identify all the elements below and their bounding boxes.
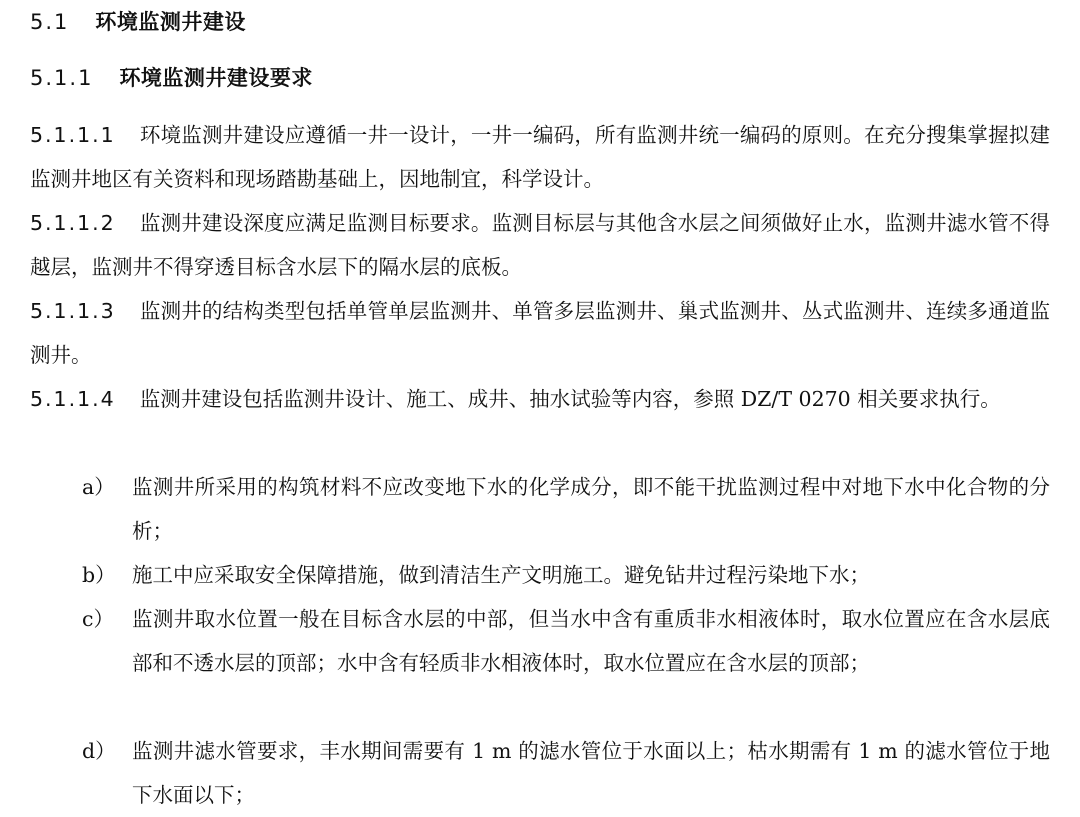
list-item-text: 监测井所采用的构筑材料不应改变地下水的化学成分，即不能干扰监测过程中对地下水中化合物的分析； xyxy=(132,475,1050,543)
clause-paragraph xyxy=(30,289,1050,377)
subsection-heading xyxy=(30,62,313,92)
clause-paragraph xyxy=(30,377,1050,421)
subsection-number: 5.1.1 xyxy=(30,66,94,90)
clause-number: 5.1.1.4 xyxy=(30,387,116,411)
list-marker: c） xyxy=(82,607,114,631)
clause-text: 监测井建设深度应满足监测目标要求。监测目标层与其他含水层之间须做好止水，监测井滤水管不得越层，监测井不得穿透目标含水层下的隔水层的底板。 xyxy=(30,211,1050,279)
list-marker: b） xyxy=(82,563,116,587)
list-item-text: 监测井滤水管要求，丰水期间需要有 1 m 的滤水管位于水面以上；枯水期需有 1 m 的滤水管位于地下水面以下； xyxy=(132,739,1050,807)
section-heading xyxy=(30,6,246,36)
list-item-text: 施工中应采取安全保障措施，做到清洁生产文明施工。避免钻井过程污染地下水； xyxy=(132,563,870,587)
subsection-title: 环境监测井建设要求 xyxy=(119,66,313,90)
list-item xyxy=(82,553,1050,597)
list-item xyxy=(82,729,1050,817)
clause-number: 5.1.1.3 xyxy=(30,299,116,323)
clause-text: 监测井建设包括监测井设计、施工、成井、抽水试验等内容，参照 DZ/T 0270 相关要求执行。 xyxy=(139,387,1001,411)
section-title: 环境监测井建设 xyxy=(95,10,246,34)
section-number: 5.1 xyxy=(30,10,70,34)
list-marker: d） xyxy=(82,739,116,763)
list-marker: a） xyxy=(82,475,115,499)
clause-number: 5.1.1.1 xyxy=(30,123,116,147)
clause-number: 5.1.1.2 xyxy=(30,211,116,235)
list-item-text: 监测井取水位置一般在目标含水层的中部，但当水中含有重质非水相液体时，取水位置应在含水层底部和不透水层的顶部；水中含有轻质非水相液体时，取水位置应在含水层的顶部； xyxy=(132,607,1050,675)
clause-text: 环境监测井建设应遵循一井一设计，一井一编码，所有监测井统一编码的原则。在充分搜集掌握拟建监测井地区有关资料和现场踏勘基础上，因地制宜，科学设计。 xyxy=(30,123,1050,191)
list-item xyxy=(82,597,1050,685)
clause-paragraph xyxy=(30,113,1050,201)
clause-text: 监测井的结构类型包括单管单层监测井、单管多层监测井、巢式监测井、丛式监测井、连续多通道监测井。 xyxy=(30,299,1050,367)
clause-paragraph xyxy=(30,201,1050,289)
list-item xyxy=(82,465,1050,553)
